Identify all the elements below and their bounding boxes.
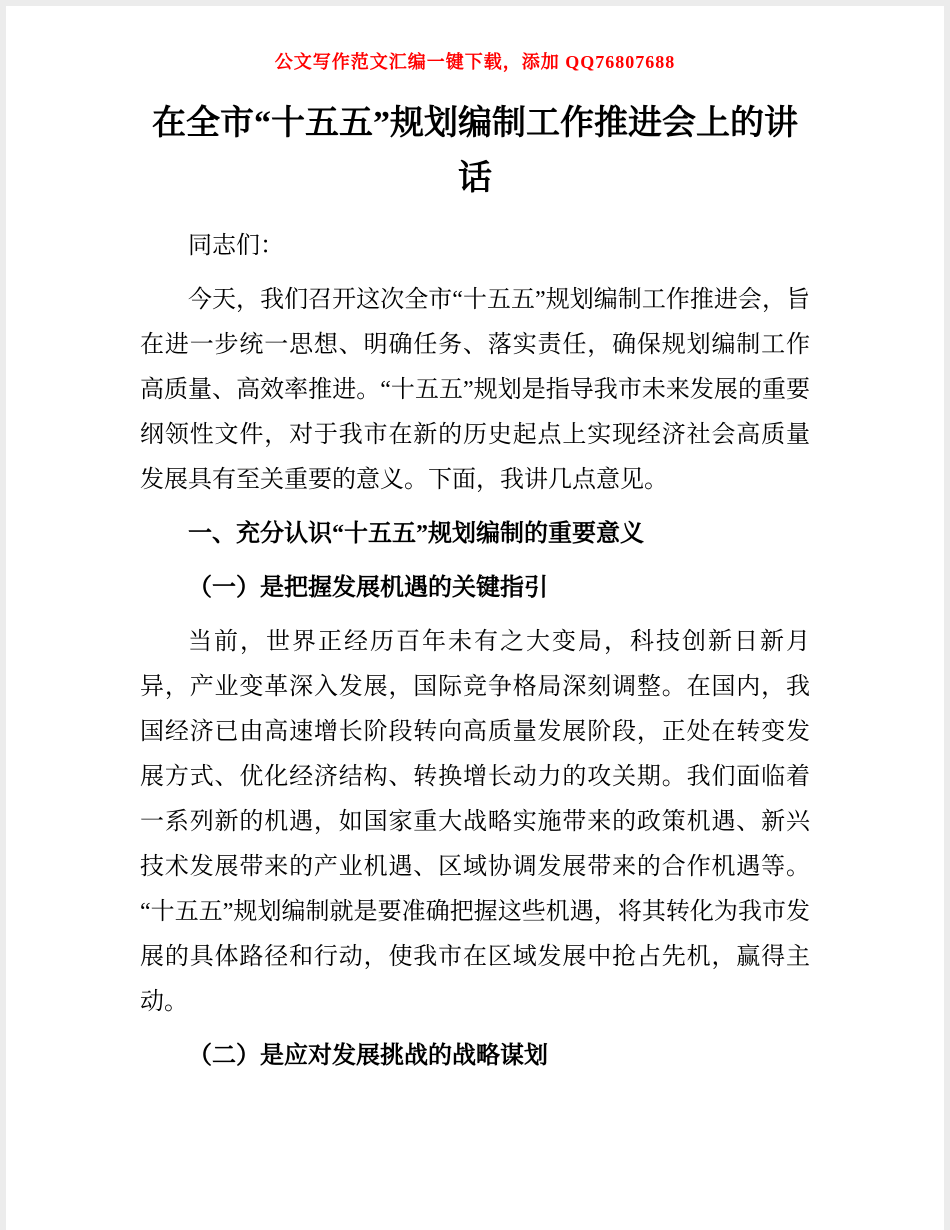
document-title: 在全市“十五五”规划编制工作推进会上的讲话	[152, 105, 798, 198]
paragraph-intro: 今天，我们召开这次全市“十五五”规划编制工作推进会，旨在进一步统一思想、明确任务、落实责任，确保规划编制工作高质量、高效率推进。“十五五”规划是指导我市未来发展的重要纲领性文件，对于我市在新的历史起点上实现经济社会高质量发展具有至关重要的意义。下面，我讲几点意见。	[140, 287, 810, 494]
subsection-heading-2: （二）是应对发展挑战的战略谋划	[188, 1043, 548, 1070]
paragraph-greeting: 同志们：	[188, 233, 284, 260]
subsection-heading-1: （一）是把握发展机遇的关键指引	[188, 575, 548, 602]
document-page	[6, 6, 944, 1230]
paragraph-body-1: 当前，世界正经历百年未有之大变局，科技创新日新月异，产业变革深入发展，国际竞争格局深刻调整。在国内，我国经济已由高速增长阶段转向高质量发展阶段，正处在转变发展方式、优化经济结构、转换增长动力的攻关期。我们面临着一系列新的机遇，如国家重大战略实施带来的政策机遇、新兴技术发展带来的产业机遇、区域协调发展带来的合作机遇等。“十五五”规划编制就是要准确把握这些机遇，将其转化为我市发展的具体路径和行动，使我市在区域发展中抢占先机，赢得主动。	[140, 629, 810, 1016]
section-heading-1: 一、充分认识“十五五”规划编制的重要意义	[188, 521, 644, 548]
promo-notice-text: 公文写作范文汇编一键下载，添加 QQ76807688	[274, 52, 676, 72]
